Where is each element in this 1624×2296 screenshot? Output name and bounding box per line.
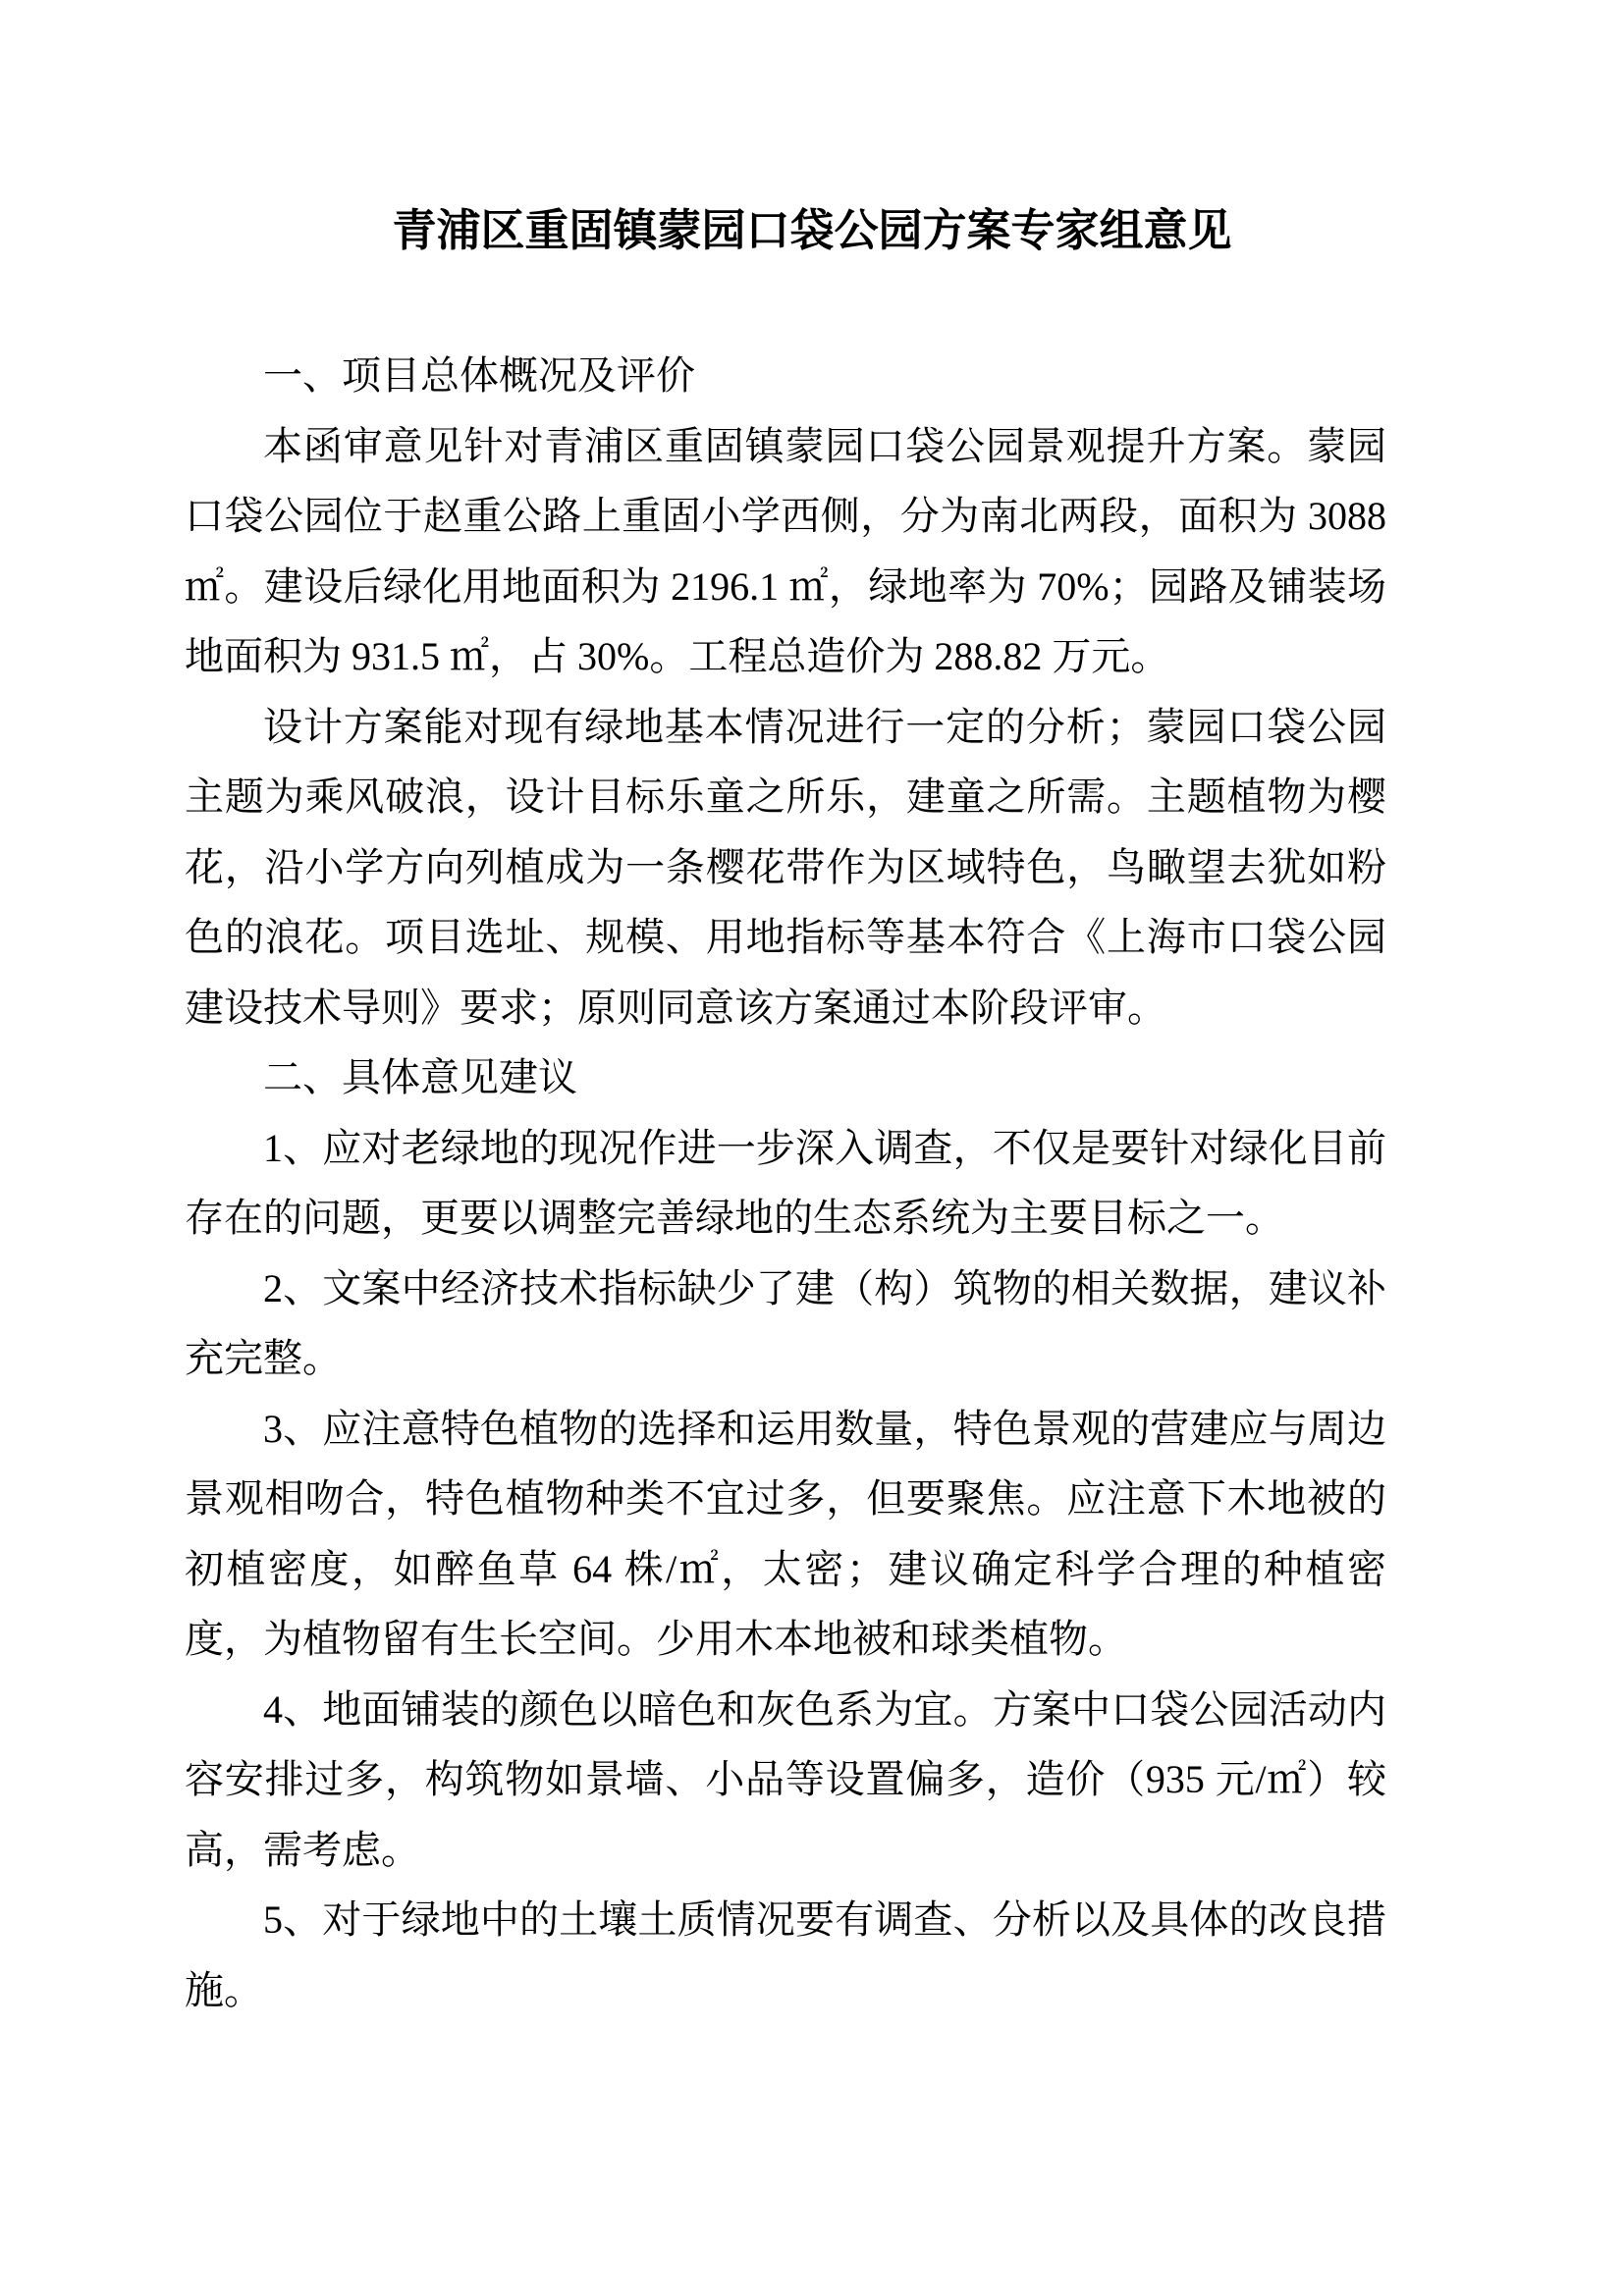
section-2-item-4: 4、地面铺装的颜色以暗色和灰色系为宜。方案中口袋公园活动内容安排过多，构筑物如景墙、小品等设置偏多，造价（935 元/㎡）较高，需考虑。 <box>185 1686 1386 1872</box>
section-1-heading: 一、项目总体概况及评价 <box>263 353 695 398</box>
document-body <box>185 341 1386 2025</box>
section-2-item-1: 1、应对老绿地的现况作进一步深入调查，不仅是要针对绿化目前存在的问题，更要以调整完善绿地的生态系统为主要目标之一。 <box>185 1125 1386 1240</box>
document-title: 青浦区重固镇蒙园口袋公园方案专家组意见 <box>392 205 1232 255</box>
section-2-heading: 二、具体意见建议 <box>263 1055 577 1099</box>
section-1-paragraph-2: 设计方案能对现有绿地基本情况进行一定的分析；蒙园口袋公园主题为乘风破浪，设计目标乐童之所乐，建童之所需。主题植物为樱花，沿小学方向列植成为一条樱花带作为区域特色，鸟瞰望去犹如粉色的浪花。项目选址、规模、用地指标等基本符合《上海市口袋公园建设技术导则》要求；原则同意该方案通过本阶段评审。 <box>185 704 1386 1030</box>
section-2-item-2: 2、文案中经济技术指标缺少了建（构）筑物的相关数据，建议补充完整。 <box>185 1265 1386 1380</box>
section-2-item-3: 3、应注意特色植物的选择和运用数量，特色景观的营建应与周边景观相吻合，特色植物种类不宜过多，但要聚焦。应注意下木地被的初植密度，如醉鱼草 64 株/㎡，太密；建议确定科学合理的种植密度，为植物留有生长空间。少用木本地被和球类植物。 <box>185 1406 1386 1661</box>
section-1-paragraph-1: 本函审意见针对青浦区重固镇蒙园口袋公园景观提升方案。蒙园口袋公园位于赵重公路上重固小学西侧，分为南北两段，面积为 3088 ㎡。建设后绿化用地面积为 2196.1 ㎡，绿地率为 70%；园路及铺装场地面积为 931.5 ㎡，占 30%。工程总造价为 288.82 万元。 <box>185 423 1386 678</box>
section-2-item-5: 5、对于绿地中的土壤土质情况要有调查、分析以及具体的改良措施。 <box>185 1897 1386 2012</box>
